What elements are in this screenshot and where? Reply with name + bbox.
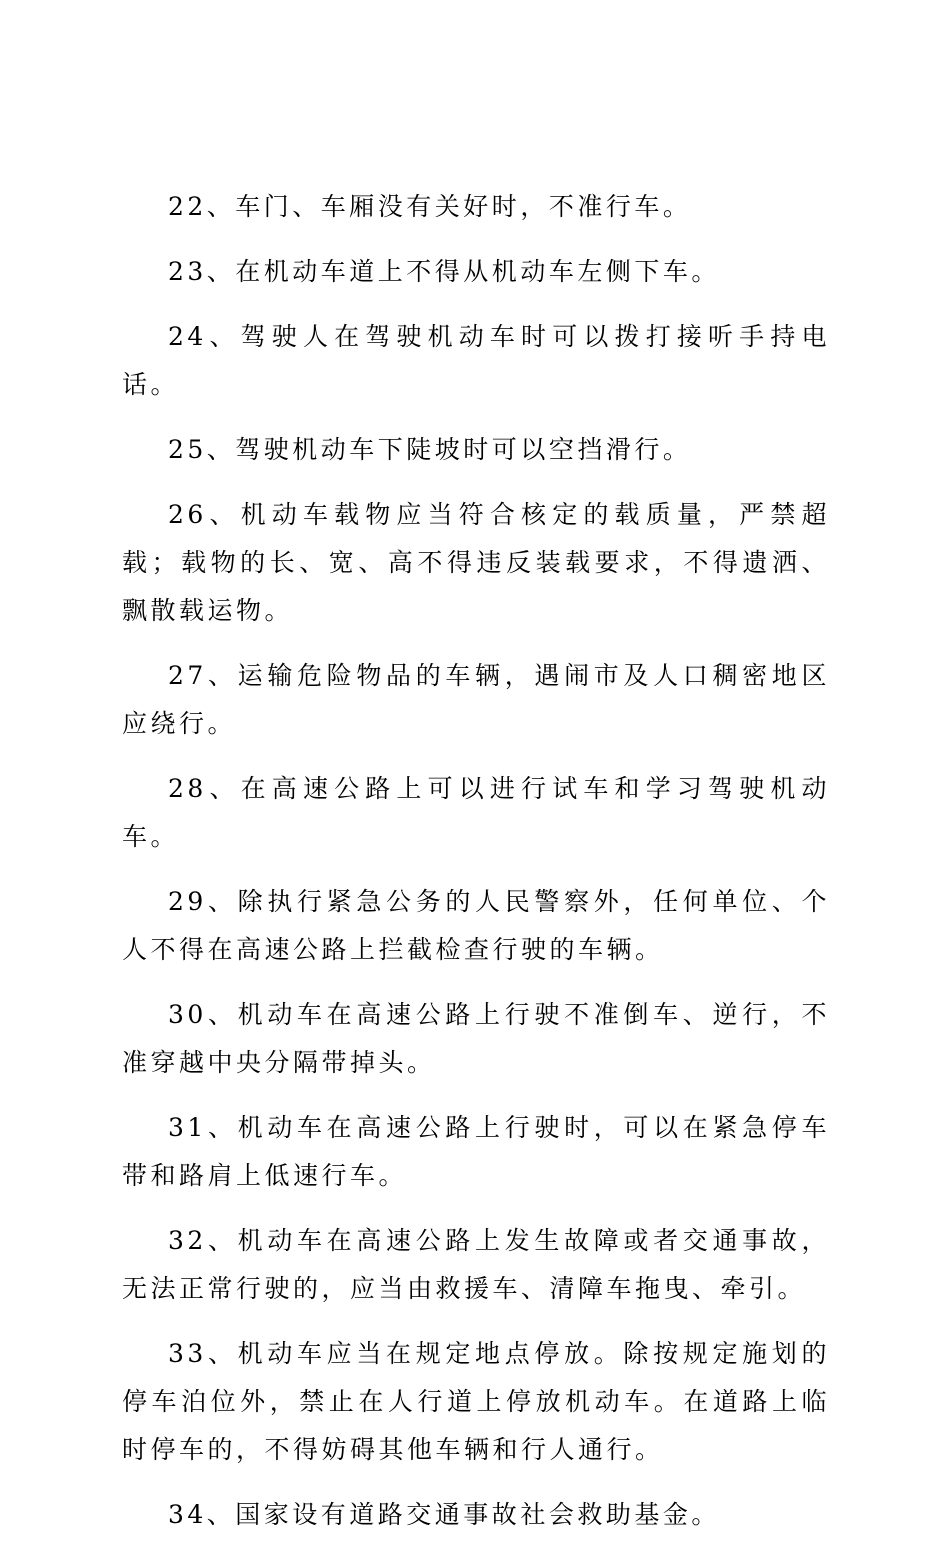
list-item-23: 23、在机动车道上不得从机动车左侧下车。 — [168, 257, 720, 286]
list-item-33: 33、机动车应当在规定地点停放。除按规定施划的停车泊位外，禁止在人行道上停放机动车。在道路上临时停车的，不得妨碍其他车辆和行人通行。 — [122, 1339, 830, 1464]
list-item-22: 22、车门、车厢没有关好时，不准行车。 — [168, 192, 692, 221]
list-item-30: 30、机动车在高速公路上行驶不准倒车、逆行，不准穿越中央分隔带掉头。 — [122, 1000, 830, 1077]
list-item-26: 26、机动车载物应当符合核定的载质量，严禁超载；载物的长、宽、高不得违反装载要求，不得遗洒、飘散载运物。 — [122, 500, 830, 625]
list-item-29: 29、除执行紧急公务的人民警察外，任何单位、个人不得在高速公路上拦截检查行驶的车辆。 — [122, 887, 830, 964]
list-item-34: 34、国家设有道路交通事故社会救助基金。 — [168, 1500, 720, 1529]
list-item-32: 32、机动车在高速公路上发生故障或者交通事故，无法正常行驶的，应当由救援车、清障车拖曳、牵引。 — [122, 1226, 830, 1303]
list-item-31: 31、机动车在高速公路上行驶时，可以在紧急停车带和路肩上低速行车。 — [122, 1113, 830, 1190]
list-item-28: 28、在高速公路上可以进行试车和学习驾驶机动车。 — [122, 774, 830, 851]
document-body — [122, 183, 830, 1556]
list-item-25: 25、驾驶机动车下陡坡时可以空挡滑行。 — [168, 435, 692, 464]
list-item-27: 27、运输危险物品的车辆，遇闹市及人口稠密地区应绕行。 — [122, 661, 830, 738]
list-item-24: 24、驾驶人在驾驶机动车时可以拨打接听手持电话。 — [122, 322, 830, 399]
